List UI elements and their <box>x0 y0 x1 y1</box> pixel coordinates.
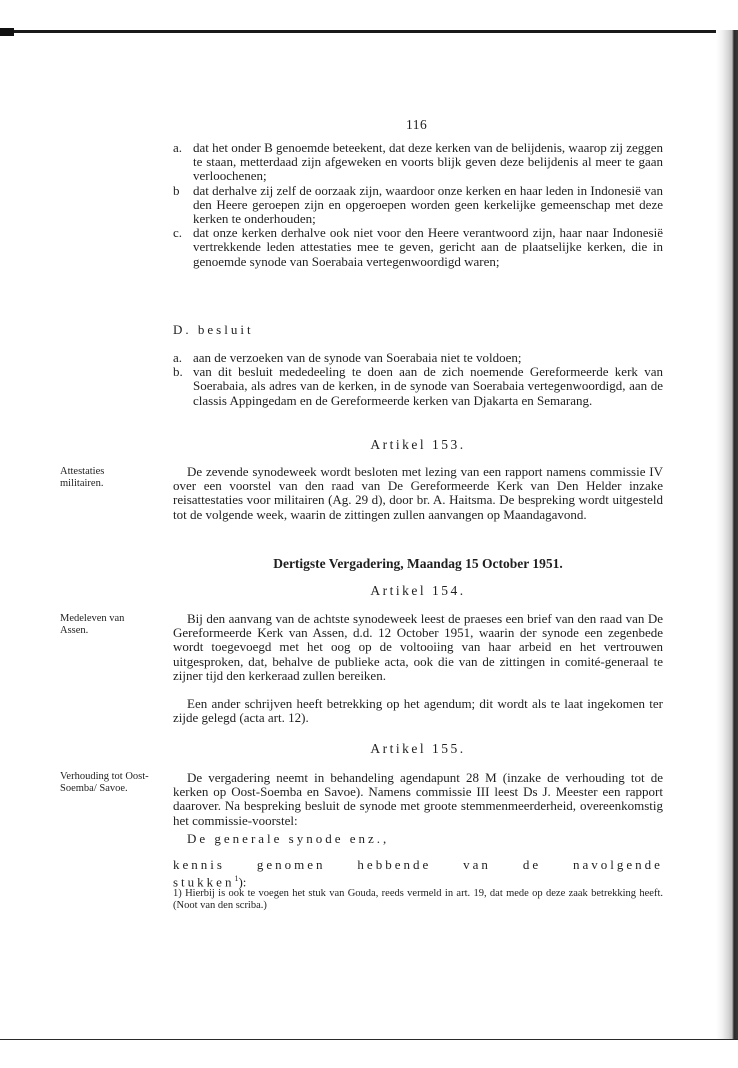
article-153-heading: Artikel 153. <box>370 437 466 452</box>
kennis-line <box>173 858 663 890</box>
section-d-list <box>173 351 663 408</box>
kennis-word: kennis <box>173 857 225 872</box>
list-item <box>173 184 663 227</box>
footnote <box>173 888 663 912</box>
kennis-word: genomen <box>256 857 326 872</box>
list-label: b. <box>173 364 183 380</box>
article-155-heading: Artikel 155. <box>370 741 466 756</box>
article-154-margin-note: Medeleven van Assen. <box>60 613 125 636</box>
kennis-word: van <box>463 857 491 872</box>
kennis-word: hebbende <box>357 857 432 872</box>
kennis-end: ): <box>238 874 247 890</box>
footnote-reference: 1 <box>234 874 239 884</box>
list-label: a. <box>173 350 183 365</box>
scan-top-edge <box>0 30 738 33</box>
section-d-heading: D. besluit <box>173 322 254 337</box>
article-154-para2: Een ander schrijven heeft betrekking op het agendum; dit wordt als te laat ingekomen ter zijde gelegd (acta art. 12). <box>173 696 663 726</box>
list-text: dat derhalve zij zelf de oorzaak zijn, waardoor onze kerken en haar leden in Indonesië van den Heere geroepen zijn en opgeroepen worden geen kerkelijke gemeenschap met deze kerken te onderhouden; <box>193 182 663 227</box>
footnote-mark: 1) <box>173 888 182 899</box>
kennis-tail: stukken <box>173 874 235 890</box>
synod-line: De generale synode enz., <box>187 831 390 846</box>
kennis-word: de <box>522 857 542 872</box>
article-155-margin-note: Verhouding tot Oost-Soemba/ Savoe. <box>60 771 149 794</box>
meeting-title: Dertigste Vergadering, Maandag 15 October 1951. <box>273 556 563 571</box>
footnote-text: Hierbij is ook te voegen het stuk van Gouda, reeds vermeld in art. 19, dat mede op deze zaak betrekking heeft. (Noot van den scriba.) <box>173 888 663 911</box>
list-label: a. <box>173 140 183 155</box>
list-label: b <box>173 182 180 198</box>
article-154-para1: Bij den aanvang van de achtste synodeweek leest de praeses een brief van den raad van De Gereformeerde Kerk van Assen, d.d. 12 October 1951, waarin der synode een zegenbede wordt toegevoegd met het oog op de voltooiing van haar arbeid en het vertrouwen uitgesproken, dat, behalve de publieke acta, ook die van de zittingen in comité-generaal te zijner tijd den kerkeraad zullen bereiken. <box>173 611 663 683</box>
list-item <box>173 141 663 184</box>
article-153-body: De zevende synodeweek wordt besloten met lezing van een rapport namens commissie IV over een voorstel van den raad van De Gereformeerde Kerk van Den Helder inzake reisattestaties voor militairen (Ag. 29 d), door br. A. Haitsma. De bespreking wordt uitgesteld tot de volgende week, waarin de zittingen zullen aanvangen op Maandagavond. <box>173 464 663 522</box>
scan-right-edge <box>716 30 738 1040</box>
article-155-body: De vergadering neemt in behandeling agendapunt 28 M (inzake de verhouding tot de kerken op Oost-Soemba en Savoe). Namens commissie III leest Ds J. Meester een rapport daarover. Na bespreking besluit de synode met groote stemmenmeerderheid, overeenkomstig het commissie-voorstel: <box>173 770 663 828</box>
list-item <box>173 365 663 408</box>
list-text: aan de verzoeken van de synode van Soerabaia niet te voldoen; <box>193 350 522 365</box>
page-number: 116 <box>406 117 428 132</box>
list-item <box>173 351 663 365</box>
list-item <box>173 226 663 269</box>
article-154-heading: Artikel 154. <box>370 583 466 598</box>
list-text: dat onze kerken derhalve ook niet voor den Heere verantwoord zijn, haar naar Indonesië vertrekkende leden attestaties mee te geven, gericht aan de plaatselijke kerken, die in genoemde synode van Soerabaia vertegenwoordigd waren; <box>193 225 663 269</box>
kennis-word: navolgende <box>573 857 663 872</box>
scan-corner-mark <box>0 28 14 36</box>
scan-bottom-margin <box>0 1040 738 1068</box>
scan-top-margin <box>0 0 738 30</box>
section-c-list <box>173 141 663 269</box>
article-153-margin-note: Attestaties militairen. <box>60 466 105 489</box>
list-text: van dit besluit mededeeling te doen aan de zich noemende Gereformeerde kerk van Soerabaia, als adres van de kerken, in de synode van Soerabaia vertegenwoordigd, aan de classis Appingedam en de Gereformeerde kerken van Djakarta en Semarang. <box>193 364 663 408</box>
list-text: dat het onder B genoemde beteekent, dat deze kerken van de belijdenis, waarop zij zeggen te staan, metterdaad zijn afgeweken en voorts blijk geven deze belijdenis al meer te gaan verloochenen; <box>193 140 663 184</box>
list-label: c. <box>173 225 183 241</box>
